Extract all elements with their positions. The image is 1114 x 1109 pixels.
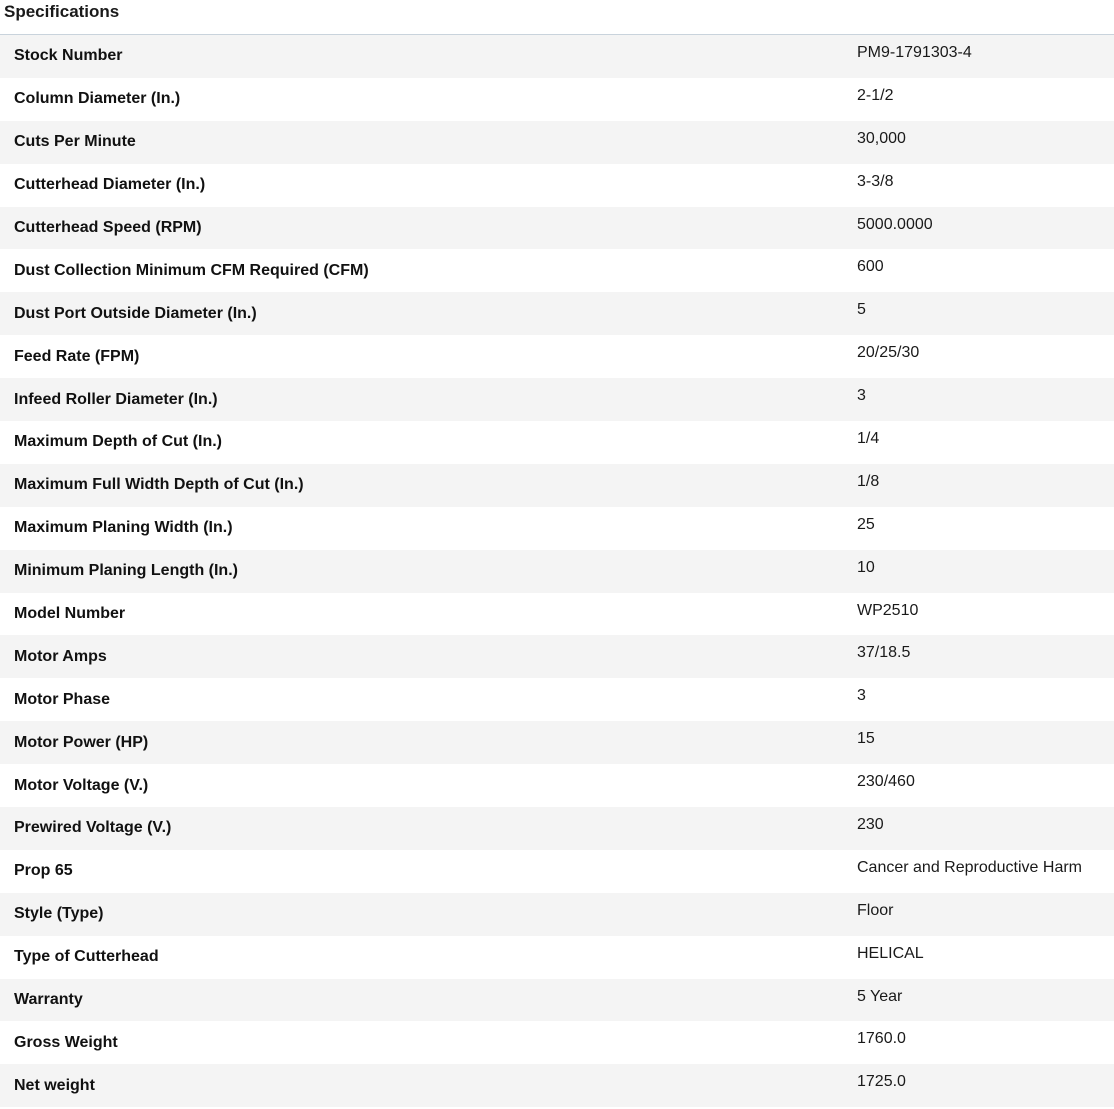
spec-row (0, 807, 1114, 850)
spec-row (0, 421, 1114, 464)
spec-value: 230 (857, 816, 884, 834)
spec-value: 5 (857, 301, 866, 319)
spec-row (0, 207, 1114, 250)
spec-label: Stock Number (14, 47, 123, 65)
spec-row (0, 764, 1114, 807)
spec-value: 3 (857, 687, 866, 705)
spec-row (0, 850, 1114, 893)
specifications-table (0, 35, 1114, 1107)
spec-label: Motor Amps (14, 647, 107, 665)
spec-label: Net weight (14, 1076, 95, 1094)
spec-label: Style (Type) (14, 905, 104, 923)
spec-row (0, 35, 1114, 78)
spec-label: Cuts Per Minute (14, 133, 136, 151)
spec-row (0, 678, 1114, 721)
spec-row (0, 721, 1114, 764)
spec-value: Cancer and Reproductive Harm (857, 858, 1082, 876)
spec-value: PM9-1791303-4 (857, 44, 972, 61)
specifications-table-body (0, 35, 1114, 1107)
spec-label: Dust Port Outside Diameter (In.) (14, 304, 257, 322)
spec-label: Model Number (14, 605, 126, 623)
spec-row (0, 893, 1114, 936)
spec-label: Motor Power (HP) (14, 733, 149, 751)
spec-label: Prop 65 (14, 862, 73, 880)
spec-value: 230/460 (857, 773, 915, 791)
spec-row (0, 979, 1114, 1022)
spec-label: Motor Voltage (V.) (14, 776, 149, 794)
spec-value: 25 (857, 515, 875, 533)
spec-row (0, 335, 1114, 378)
spec-value: 15 (857, 730, 875, 748)
spec-value: 3 (857, 387, 866, 405)
spec-value: 37/18.5 (857, 644, 911, 662)
section-title: Specifications (4, 2, 120, 21)
spec-label: Gross Weight (14, 1033, 118, 1051)
spec-row (0, 378, 1114, 421)
spec-value: 3-3/8 (857, 172, 894, 190)
spec-value: 5000.0000 (857, 215, 933, 233)
spec-value: 1/8 (857, 472, 880, 490)
spec-value: 1760.0 (857, 1030, 906, 1048)
spec-row (0, 593, 1114, 636)
spec-value: 20/25/30 (857, 344, 920, 362)
spec-value: 1725.0 (857, 1073, 906, 1091)
spec-value: Floor (857, 901, 894, 919)
spec-row (0, 936, 1114, 979)
spec-row (0, 1064, 1114, 1107)
spec-row (0, 292, 1114, 335)
spec-label: Maximum Depth of Cut (In.) (14, 433, 222, 451)
spec-label: Type of Cutterhead (14, 948, 159, 966)
spec-value: 5 Year (857, 987, 903, 1005)
spec-value: 30,000 (857, 129, 906, 147)
spec-label: Minimum Planing Length (In.) (14, 562, 238, 580)
spec-label: Infeed Roller Diameter (In.) (14, 390, 218, 408)
spec-label: Warranty (14, 991, 83, 1009)
spec-row (0, 78, 1114, 121)
spec-value: 10 (857, 558, 875, 576)
spec-label: Column Diameter (In.) (14, 90, 181, 108)
spec-row (0, 1021, 1114, 1064)
spec-value: 1/4 (857, 430, 880, 448)
spec-row (0, 507, 1114, 550)
spec-row (0, 121, 1114, 164)
spec-label: Dust Collection Minimum CFM Required (CFM) (14, 261, 369, 279)
spec-row (0, 550, 1114, 593)
spec-label: Cutterhead Speed (RPM) (14, 219, 202, 236)
section-header (0, 0, 1114, 35)
spec-label: Prewired Voltage (V.) (14, 819, 172, 837)
spec-label: Cutterhead Diameter (In.) (14, 176, 206, 194)
spec-label: Motor Phase (14, 690, 111, 708)
spec-value: WP2510 (857, 601, 919, 619)
spec-value: 2-1/2 (857, 86, 894, 104)
spec-row (0, 164, 1114, 207)
spec-row (0, 249, 1114, 292)
spec-row (0, 464, 1114, 507)
spec-value: 600 (857, 258, 884, 276)
spec-label: Maximum Planing Width (In.) (14, 519, 233, 537)
spec-label: Maximum Full Width Depth of Cut (In.) (14, 476, 304, 494)
spec-row (0, 635, 1114, 678)
spec-value: HELICAL (857, 944, 924, 962)
spec-label: Feed Rate (FPM) (14, 347, 140, 365)
